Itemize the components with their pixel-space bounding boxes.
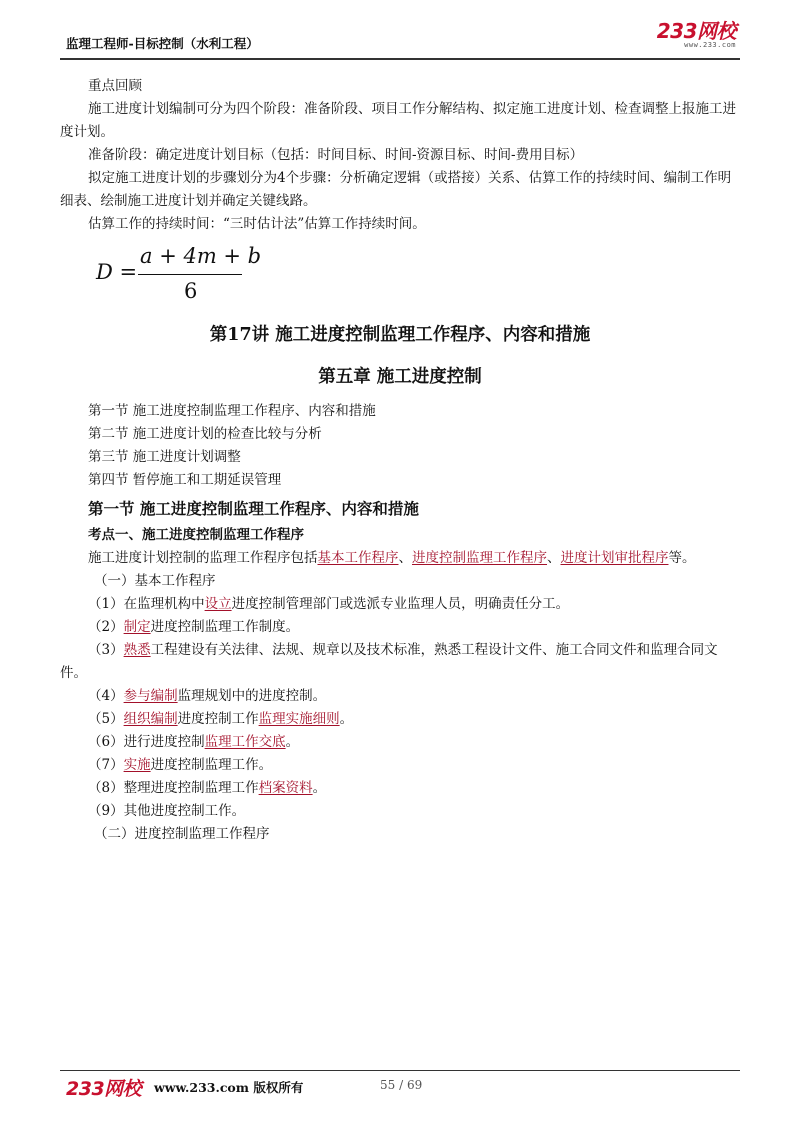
list-item (60, 731, 740, 754)
logo-url: www.233.com (684, 41, 736, 49)
review-line-4: 估算工作的持续时间：“三时估计法”估算工作持续时间。 (88, 216, 426, 232)
page-content (60, 75, 740, 846)
item-text: （2） (88, 619, 124, 635)
pert-formula (96, 244, 740, 306)
page-number: 55 / 69 (380, 1078, 423, 1092)
item-text: 进度控制监理工作制度。 (150, 619, 300, 635)
formula-numerator: a + 4m + b (140, 244, 262, 268)
review-heading: 重点回顾 (88, 78, 142, 94)
item-text: （5） (88, 711, 124, 727)
list-item (60, 777, 740, 800)
item-text: （7） (88, 757, 124, 773)
fraction-bar (138, 274, 242, 275)
key-term: 监理工作交底 (204, 734, 286, 750)
key-term: 参与编制 (123, 688, 178, 704)
intro-paragraph (60, 547, 740, 570)
key-term: 基本工作程序 (317, 550, 399, 566)
item-text: （1）在监理机构中 (88, 596, 205, 612)
key-term: 熟悉 (123, 642, 151, 658)
chapter-title: 第五章 施工进度控制 (318, 367, 482, 387)
intro-text: 等。 (668, 550, 696, 566)
subheading-progress-procedure: （二）进度控制监理工作程序 (94, 826, 270, 842)
formula-lhs: D = (96, 260, 138, 284)
header-divider (60, 58, 740, 60)
list-item (60, 708, 740, 731)
item-text: （3） (88, 642, 124, 658)
review-line-3: 拟定施工进度计划的步骤划分为4个步骤：分析确定逻辑（或搭接）关系、估算工作的持续时间、编制工作明细表、绘制施工进度计划并确定关键线路。 (60, 170, 732, 209)
chapter-toc (60, 400, 740, 492)
separator: 、 (398, 550, 412, 566)
list-item (60, 593, 740, 616)
key-term: 进度计划审批程序 (560, 550, 669, 566)
key-term: 进度控制监理工作程序 (412, 550, 547, 566)
key-term: 监理实施细则 (258, 711, 340, 727)
list-item (60, 754, 740, 777)
item-text: 进度控制监理工作。 (150, 757, 273, 773)
toc-item: 第四节 暂停施工和工期延误管理 (88, 472, 282, 488)
item-text: 进度控制工作 (177, 711, 259, 727)
item-text: （8）整理进度控制监理工作 (88, 780, 259, 796)
toc-item: 第一节 施工进度控制监理工作程序、内容和措施 (88, 403, 376, 419)
toc-item: 第三节 施工进度计划调整 (88, 449, 241, 465)
item-text: （6）进行进度控制 (88, 734, 205, 750)
lecture-title: 第17讲 施工进度控制监理工作程序、内容和措施 (209, 325, 591, 345)
toc-item: 第二节 施工进度计划的检查比较与分析 (88, 426, 322, 442)
item-text: 。 (285, 734, 300, 750)
intro-text: 施工进度计划控制的监理工作程序包括 (88, 550, 318, 566)
list-item (60, 639, 740, 685)
kaodian-heading: 考点一、施工进度控制监理工作程序 (88, 527, 304, 543)
review-line-2: 准备阶段：确定进度计划目标（包括：时间目标、时间-资源目标、时间-费用目标） (88, 147, 584, 163)
section-title: 第一节 施工进度控制监理工作程序、内容和措施 (88, 499, 419, 518)
page-header (60, 18, 740, 58)
formula-denominator: 6 (184, 279, 198, 303)
list-item (60, 685, 740, 708)
key-term: 设立 (204, 596, 232, 612)
key-term: 实施 (123, 757, 151, 773)
brand-logo (657, 20, 736, 49)
item-text: 进度控制管理部门或选派专业监理人员，明确责任分工。 (231, 596, 570, 612)
separator: 、 (547, 550, 561, 566)
item-text: （4） (88, 688, 124, 704)
key-term: 制定 (123, 619, 151, 635)
page-footer (60, 1074, 740, 1098)
item-text: 。 (312, 780, 327, 796)
key-term: 档案资料 (258, 780, 313, 796)
key-term: 组织编制 (123, 711, 178, 727)
review-line-1: 施工进度计划编制可分为四个阶段：准备阶段、项目工作分解结构、拟定施工进度计划、检查调整上报施工进度计划。 (60, 101, 736, 140)
footer-logo: 233网校 (66, 1078, 142, 1100)
footer-divider (60, 1070, 740, 1071)
list-item (60, 616, 740, 639)
header-title: 监理工程师-目标控制（水利工程） (66, 36, 259, 51)
footer-copyright: www.233.com 版权所有 (154, 1080, 304, 1095)
list-item: （9）其他进度控制工作。 (88, 803, 246, 819)
item-text: 。 (339, 711, 354, 727)
item-text: 监理规划中的进度控制。 (177, 688, 327, 704)
logo-text: 233网校 (656, 19, 736, 43)
subheading-basic-procedure: （一）基本工作程序 (94, 573, 216, 589)
item-text: 工程建设有关法律、法规、规章以及技术标准，熟悉工程设计文件、施工合同文件和监理合同文件。 (60, 642, 718, 681)
